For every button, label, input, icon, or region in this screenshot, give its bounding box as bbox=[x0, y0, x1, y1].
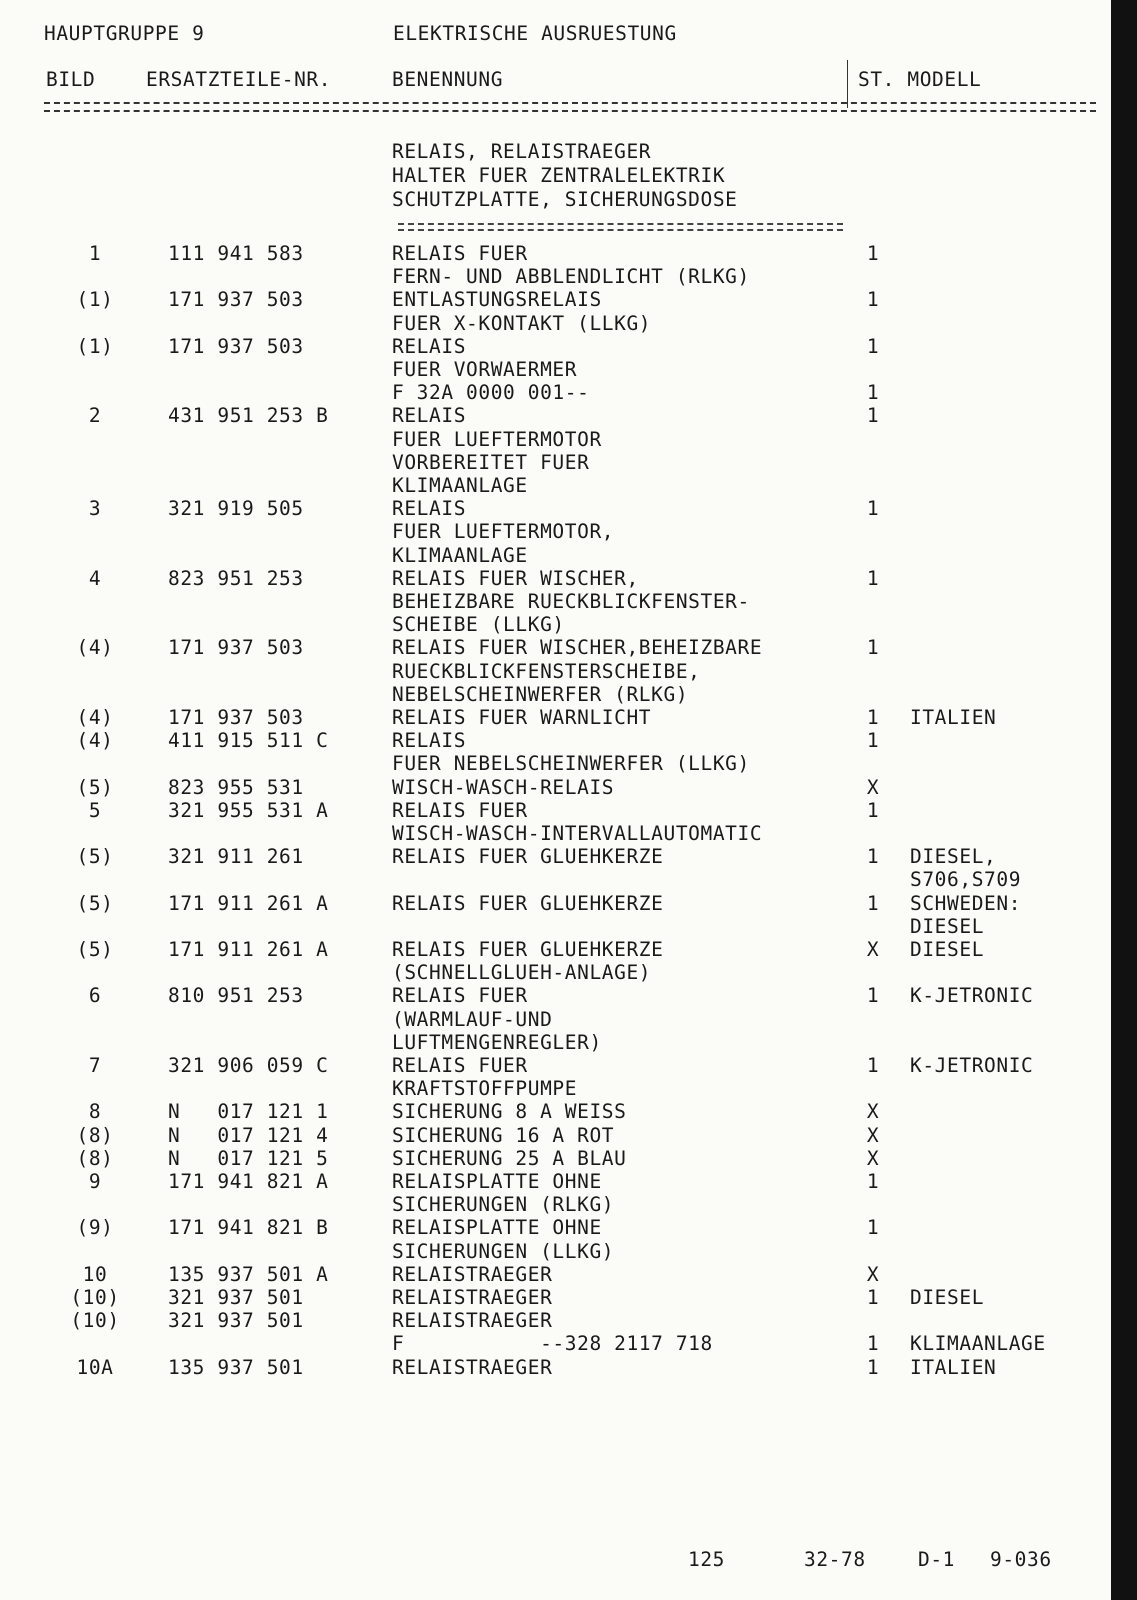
bild-cell: 10A bbox=[76, 1355, 114, 1379]
table-row bbox=[0, 358, 1137, 381]
table-row bbox=[0, 312, 1137, 335]
quantity-cell: 1 bbox=[866, 798, 880, 822]
model-cell: KLIMAANLAGE bbox=[910, 1332, 1046, 1356]
bild-cell: 5 bbox=[88, 798, 102, 822]
section-title-line-3: SCHUTZPLATTE, SICHERUNGSDOSE bbox=[392, 188, 738, 211]
section-title-line-1: RELAIS, RELAISTRAEGER bbox=[392, 140, 652, 163]
description-cell: NEBELSCHEINWERFER (RLKG) bbox=[392, 682, 689, 706]
quantity-cell: 1 bbox=[866, 242, 880, 265]
column-header-bild: BILD bbox=[46, 68, 96, 91]
section-separator bbox=[398, 223, 843, 231]
part-number-cell: 431 951 253 B bbox=[168, 404, 329, 428]
description-cell: FUER NEBELSCHEINWERFER (LLKG) bbox=[392, 752, 750, 776]
table-row bbox=[0, 288, 1137, 311]
table-row bbox=[0, 845, 1137, 868]
part-number-cell: 171 937 503 bbox=[168, 636, 304, 660]
description-cell: RELAIS FUER bbox=[392, 1054, 528, 1077]
part-number-cell: N 017 121 1 bbox=[168, 1100, 329, 1124]
description-cell: FUER LUEFTERMOTOR, bbox=[392, 520, 615, 544]
table-row bbox=[0, 1031, 1137, 1054]
description-cell: BEHEIZBARE RUECKBLICKFENSTER- bbox=[392, 590, 750, 613]
table-row bbox=[0, 335, 1137, 358]
description-cell: RELAISTRAEGER bbox=[392, 1262, 553, 1286]
quantity-cell: 1 bbox=[866, 1170, 880, 1193]
bild-cell: 6 bbox=[88, 984, 102, 1008]
quantity-cell: 1 bbox=[866, 845, 880, 869]
part-number-cell: 171 941 821 B bbox=[168, 1216, 329, 1240]
bild-cell: (5) bbox=[76, 938, 114, 961]
header-separator bbox=[44, 102, 1096, 112]
column-header-st-modell: ST. MODELL bbox=[858, 68, 982, 91]
bild-cell: (5) bbox=[76, 891, 114, 915]
quantity-cell: 1 bbox=[866, 636, 880, 660]
footer-code-2: 9-036 bbox=[990, 1548, 1052, 1571]
table-row bbox=[0, 242, 1137, 265]
part-number-cell: 111 941 583 bbox=[168, 242, 304, 265]
part-number-cell: 171 941 821 A bbox=[168, 1170, 329, 1193]
table-row bbox=[0, 1054, 1137, 1077]
table-row bbox=[0, 590, 1137, 613]
description-cell: RELAIS FUER GLUEHKERZE bbox=[392, 938, 664, 961]
model-cell: ITALIEN bbox=[910, 1355, 997, 1379]
table-row bbox=[0, 752, 1137, 775]
table-row bbox=[0, 984, 1137, 1007]
bild-cell: (10) bbox=[70, 1309, 120, 1333]
description-cell: ENTLASTUNGSRELAIS bbox=[392, 288, 602, 312]
description-cell: RELAISTRAEGER bbox=[392, 1309, 553, 1333]
table-row bbox=[0, 381, 1137, 404]
bild-cell: (10) bbox=[70, 1286, 120, 1309]
description-cell: SICHERUNG 25 A BLAU bbox=[392, 1146, 627, 1170]
description-cell: RELAIS FUER WARNLICHT bbox=[392, 706, 652, 729]
bild-cell: (5) bbox=[76, 845, 114, 869]
part-number-cell: 411 915 511 C bbox=[168, 729, 329, 753]
model-cell: SCHWEDEN: bbox=[910, 891, 1022, 915]
column-header-benennung: BENENNUNG bbox=[392, 68, 504, 91]
description-cell: FUER VORWAERMER bbox=[392, 358, 578, 381]
table-row bbox=[0, 520, 1137, 543]
part-number-cell: 321 955 531 A bbox=[168, 798, 329, 822]
quantity-cell: 1 bbox=[866, 1216, 880, 1240]
section-title-line-2: HALTER FUER ZENTRALELEKTRIK bbox=[392, 164, 726, 187]
description-cell: RELAIS FUER bbox=[392, 798, 528, 822]
quantity-cell: 1 bbox=[866, 1355, 880, 1379]
table-row bbox=[0, 683, 1137, 706]
table-row bbox=[0, 613, 1137, 636]
table-row bbox=[0, 1356, 1137, 1379]
bild-cell: (1) bbox=[76, 288, 114, 312]
table-row bbox=[0, 428, 1137, 451]
table-row bbox=[0, 1309, 1137, 1332]
table-row bbox=[0, 404, 1137, 427]
table-row bbox=[0, 1147, 1137, 1170]
quantity-cell: 1 bbox=[866, 334, 880, 358]
bild-cell: (9) bbox=[76, 1216, 114, 1240]
bild-cell: (8) bbox=[76, 1123, 114, 1147]
bild-cell: 1 bbox=[88, 242, 102, 265]
part-number-cell: N 017 121 5 bbox=[168, 1146, 329, 1170]
header-column-divider bbox=[847, 60, 848, 108]
description-cell: RELAIS bbox=[392, 334, 467, 358]
bild-cell: 9 bbox=[88, 1170, 102, 1193]
description-cell: WISCH-WASCH-INTERVALLAUTOMATIC bbox=[392, 822, 763, 845]
description-cell: KLIMAANLAGE bbox=[392, 474, 528, 497]
quantity-cell: 1 bbox=[866, 1054, 880, 1077]
quantity-cell: X bbox=[866, 1262, 880, 1286]
table-row bbox=[0, 1193, 1137, 1216]
description-cell: RELAIS FUER bbox=[392, 984, 528, 1008]
description-cell: RELAIS FUER bbox=[392, 242, 528, 265]
part-number-cell: N 017 121 4 bbox=[168, 1123, 329, 1147]
quantity-cell: 1 bbox=[866, 497, 880, 521]
description-cell: RELAIS FUER GLUEHKERZE bbox=[392, 845, 664, 869]
table-row bbox=[0, 799, 1137, 822]
footer-code-1: D-1 bbox=[918, 1548, 956, 1571]
bild-cell: 10 bbox=[82, 1262, 108, 1286]
scan-edge bbox=[1111, 0, 1137, 1600]
bild-cell: 2 bbox=[88, 404, 102, 428]
description-cell: RELAISPLATTE OHNE bbox=[392, 1170, 602, 1193]
quantity-cell: 1 bbox=[866, 1332, 880, 1356]
table-row bbox=[0, 544, 1137, 567]
table-row bbox=[0, 706, 1137, 729]
quantity-cell: 1 bbox=[866, 729, 880, 753]
table-row bbox=[0, 1077, 1137, 1100]
table-row bbox=[0, 265, 1137, 288]
table-row bbox=[0, 1286, 1137, 1309]
model-cell: DIESEL, bbox=[910, 845, 997, 869]
column-header-ersatzteile-nr: ERSATZTEILE-NR. bbox=[146, 68, 332, 91]
bild-cell: (4) bbox=[76, 729, 114, 753]
bild-cell: 8 bbox=[88, 1100, 102, 1124]
table-row bbox=[0, 1170, 1137, 1193]
table-row bbox=[0, 776, 1137, 799]
table-row bbox=[0, 1008, 1137, 1031]
part-number-cell: 171 937 503 bbox=[168, 706, 304, 729]
table-row bbox=[0, 1216, 1137, 1239]
description-cell: FUER LUEFTERMOTOR bbox=[392, 427, 602, 451]
bild-cell: 7 bbox=[88, 1054, 102, 1077]
model-cell: K-JETRONIC bbox=[910, 1054, 1034, 1077]
table-row bbox=[0, 822, 1137, 845]
part-number-cell: 171 937 503 bbox=[168, 288, 304, 312]
table-row bbox=[0, 497, 1137, 520]
description-cell: KRAFTSTOFFPUMPE bbox=[392, 1077, 578, 1101]
description-cell: SICHERUNGEN (RLKG) bbox=[392, 1193, 615, 1217]
footer-page-number: 125 bbox=[688, 1548, 726, 1571]
table-row bbox=[0, 915, 1137, 938]
quantity-cell: 1 bbox=[866, 984, 880, 1008]
bild-cell: (8) bbox=[76, 1146, 114, 1170]
description-cell: RELAIS bbox=[392, 404, 467, 428]
description-cell: SICHERUNG 16 A ROT bbox=[392, 1123, 615, 1147]
part-number-cell: 135 937 501 A bbox=[168, 1262, 329, 1286]
description-cell: RELAIS bbox=[392, 729, 467, 753]
part-number-cell: 171 911 261 A bbox=[168, 891, 329, 915]
part-number-cell: 135 937 501 bbox=[168, 1355, 304, 1379]
table-row bbox=[0, 961, 1137, 984]
description-cell: KLIMAANLAGE bbox=[392, 543, 528, 567]
description-cell: SICHERUNGEN (LLKG) bbox=[392, 1239, 615, 1263]
quantity-cell: X bbox=[866, 1146, 880, 1170]
description-cell: LUFTMENGENREGLER) bbox=[392, 1030, 602, 1054]
model-cell: S706,S709 bbox=[910, 868, 1022, 892]
table-row bbox=[0, 1100, 1137, 1123]
description-cell: RELAIS bbox=[392, 497, 467, 521]
quantity-cell: 1 bbox=[866, 381, 880, 405]
table-row bbox=[0, 1124, 1137, 1147]
bild-cell: (5) bbox=[76, 775, 114, 799]
table-row bbox=[0, 636, 1137, 659]
part-number-cell: 321 937 501 bbox=[168, 1286, 304, 1309]
quantity-cell: X bbox=[866, 1123, 880, 1147]
bild-cell: 3 bbox=[88, 497, 102, 521]
description-cell: VORBEREITET FUER bbox=[392, 450, 590, 474]
description-cell: (SCHNELLGLUEH-ANLAGE) bbox=[392, 961, 652, 985]
description-cell: (WARMLAUF-UND bbox=[392, 1007, 553, 1031]
model-cell: K-JETRONIC bbox=[910, 984, 1034, 1008]
description-cell: RELAIS FUER GLUEHKERZE bbox=[392, 891, 664, 915]
part-number-cell: 171 911 261 A bbox=[168, 938, 329, 961]
part-number-cell: 321 906 059 C bbox=[168, 1054, 329, 1077]
description-cell: RELAISTRAEGER bbox=[392, 1355, 553, 1379]
model-cell: DIESEL bbox=[910, 938, 985, 961]
part-number-cell: 171 937 503 bbox=[168, 334, 304, 358]
model-cell: ITALIEN bbox=[910, 706, 997, 729]
description-cell: RELAIS FUER WISCHER, bbox=[392, 566, 639, 590]
table-row bbox=[0, 729, 1137, 752]
table-row bbox=[0, 1332, 1137, 1355]
quantity-cell: 1 bbox=[866, 891, 880, 915]
description-cell: RELAISTRAEGER bbox=[392, 1286, 553, 1309]
part-number-cell: 321 919 505 bbox=[168, 497, 304, 521]
group-title: ELEKTRISCHE AUSRUESTUNG bbox=[393, 22, 677, 45]
part-number-cell: 810 951 253 bbox=[168, 984, 304, 1008]
table-row bbox=[0, 892, 1137, 915]
bild-cell: (1) bbox=[76, 334, 114, 358]
table-row bbox=[0, 451, 1137, 474]
part-number-cell: 321 937 501 bbox=[168, 1309, 304, 1333]
table-row bbox=[0, 1240, 1137, 1263]
quantity-cell: X bbox=[866, 775, 880, 799]
table-row bbox=[0, 474, 1137, 497]
description-cell: F 32A 0000 001-- bbox=[392, 381, 590, 405]
table-row bbox=[0, 660, 1137, 683]
table-row bbox=[0, 938, 1137, 961]
quantity-cell: X bbox=[866, 938, 880, 961]
model-cell: DIESEL bbox=[910, 1286, 985, 1309]
footer-date: 32-78 bbox=[804, 1548, 866, 1571]
description-cell: SICHERUNG 8 A WEISS bbox=[392, 1100, 627, 1124]
quantity-cell: 1 bbox=[866, 288, 880, 312]
quantity-cell: 1 bbox=[866, 566, 880, 590]
description-cell: FERN- UND ABBLENDLICHT (RLKG) bbox=[392, 265, 750, 289]
description-cell: SCHEIBE (LLKG) bbox=[392, 613, 565, 637]
model-cell: DIESEL bbox=[910, 914, 985, 938]
quantity-cell: 1 bbox=[866, 706, 880, 729]
table-row bbox=[0, 567, 1137, 590]
bild-cell: (4) bbox=[76, 636, 114, 660]
description-cell: RUECKBLICKFENSTERSCHEIBE, bbox=[392, 659, 701, 683]
part-number-cell: 823 951 253 bbox=[168, 566, 304, 590]
table-row bbox=[0, 868, 1137, 891]
quantity-cell: 1 bbox=[866, 404, 880, 428]
table-row bbox=[0, 1263, 1137, 1286]
quantity-cell: X bbox=[866, 1100, 880, 1124]
description-cell: RELAISPLATTE OHNE bbox=[392, 1216, 602, 1240]
quantity-cell: 1 bbox=[866, 1286, 880, 1309]
description-cell: F --328 2117 718 bbox=[392, 1332, 713, 1356]
description-cell: RELAIS FUER WISCHER,BEHEIZBARE bbox=[392, 636, 763, 660]
bild-cell: 4 bbox=[88, 566, 102, 590]
part-number-cell: 321 911 261 bbox=[168, 845, 304, 869]
description-cell: FUER X-KONTAKT (LLKG) bbox=[392, 311, 652, 335]
hauptgruppe-label: HAUPTGRUPPE 9 bbox=[44, 22, 205, 45]
bild-cell: (4) bbox=[76, 706, 114, 729]
part-number-cell: 823 955 531 bbox=[168, 775, 304, 799]
description-cell: WISCH-WASCH-RELAIS bbox=[392, 775, 615, 799]
